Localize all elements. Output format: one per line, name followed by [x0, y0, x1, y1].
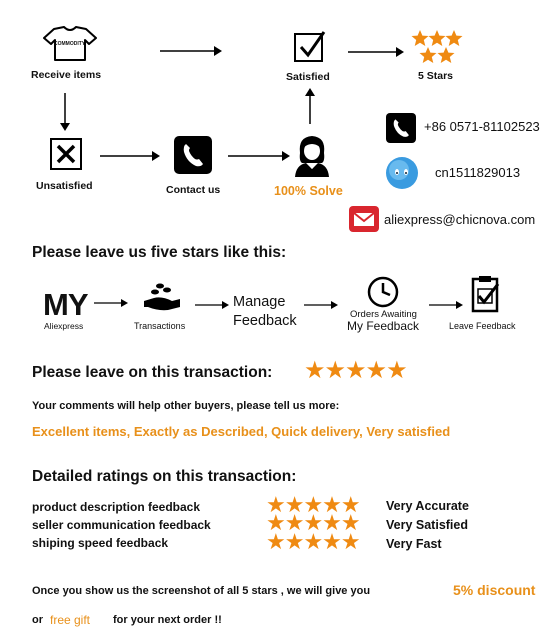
free-gift-text: free gift	[50, 613, 91, 627]
arrow-up-icon	[304, 88, 316, 124]
rating-value-shipping: Very Fast	[386, 537, 442, 551]
five-stars-label: 5 Stars	[418, 70, 454, 82]
arrow-down-icon	[59, 93, 71, 131]
qq-icon	[385, 156, 419, 190]
clipboard-check-icon	[471, 275, 501, 315]
leave-feedback-label: Leave Feedback	[449, 321, 516, 331]
phone-icon	[174, 136, 212, 174]
arrow-right-icon	[160, 45, 222, 57]
arrow-right-icon	[100, 150, 160, 162]
satisfied-label: Satisfied	[286, 71, 330, 83]
email-icon	[349, 206, 379, 232]
transaction-rating-stars[interactable]: ★★★★★	[304, 357, 407, 384]
orders-awaiting-label: Orders Awaiting	[350, 309, 417, 320]
aliexpress-label: Aliexpress	[44, 321, 84, 331]
arrow-right-icon	[228, 150, 290, 162]
customer-service-icon	[292, 133, 332, 177]
arrow-right-icon	[304, 300, 338, 310]
my-feedback-label: My Feedback	[347, 319, 420, 333]
qq-number[interactable]: cn1511829013	[435, 165, 521, 180]
receive-items-label: Receive items	[31, 69, 102, 81]
checkbox-icon	[293, 29, 327, 63]
detailed-heading: Detailed ratings on this transaction:	[32, 468, 297, 485]
manage-label: Manage	[233, 294, 286, 310]
rating-label-seller: seller communication feedback	[32, 518, 211, 532]
phone-icon	[386, 113, 416, 143]
arrow-right-icon	[195, 300, 229, 310]
rating-label-shipping: shiping speed feedback	[32, 536, 169, 550]
rating-stars-shipping[interactable]: ★★★★★	[266, 529, 360, 554]
footer-line2: for your next order !!	[113, 614, 222, 626]
my-text: MY	[43, 287, 88, 322]
x-box-icon	[49, 137, 83, 171]
five-stars-heading: Please leave us five stars like this:	[32, 244, 287, 261]
rating-label-product: product description feedback	[32, 500, 201, 514]
arrow-right-icon	[429, 300, 463, 310]
phone-number[interactable]: +86 0571-81102523	[424, 119, 540, 134]
comments-text: Your comments will help other buyers, please tell us more:	[32, 400, 340, 412]
rating-value-seller: Very Satisfied	[386, 518, 468, 532]
transactions-label: Transactions	[134, 321, 186, 331]
feedback-label: Feedback	[233, 313, 297, 329]
transaction-heading: Please leave on this transaction:	[32, 364, 273, 381]
suggestion-text: Excellent items, Exactly as Described, Quick delivery, Very satisfied	[32, 424, 451, 439]
discount-text: 5% discount	[453, 582, 536, 598]
star-cluster-icon	[411, 30, 463, 64]
email-address[interactable]: aliexpress@chicnova.com	[384, 212, 536, 227]
arrow-right-icon	[94, 298, 128, 308]
unsatisfied-label: Unsatisfied	[36, 180, 93, 192]
hand-coins-icon	[142, 281, 182, 313]
rating-value-product: Very Accurate	[386, 499, 469, 513]
rating-stars-product[interactable]: ★★★★★	[266, 492, 360, 517]
commodity-text: COMMODITY	[54, 41, 86, 47]
solve-label: 100% Solve	[274, 184, 343, 198]
footer-or: or	[32, 614, 43, 626]
footer-line1: Once you show us the screenshot of all 5 stars , we will give you	[32, 585, 371, 597]
rating-stars-seller[interactable]: ★★★★★	[266, 510, 360, 535]
clock-icon	[367, 276, 399, 308]
arrow-right-icon	[348, 46, 404, 58]
contact-us-label: Contact us	[166, 184, 221, 196]
